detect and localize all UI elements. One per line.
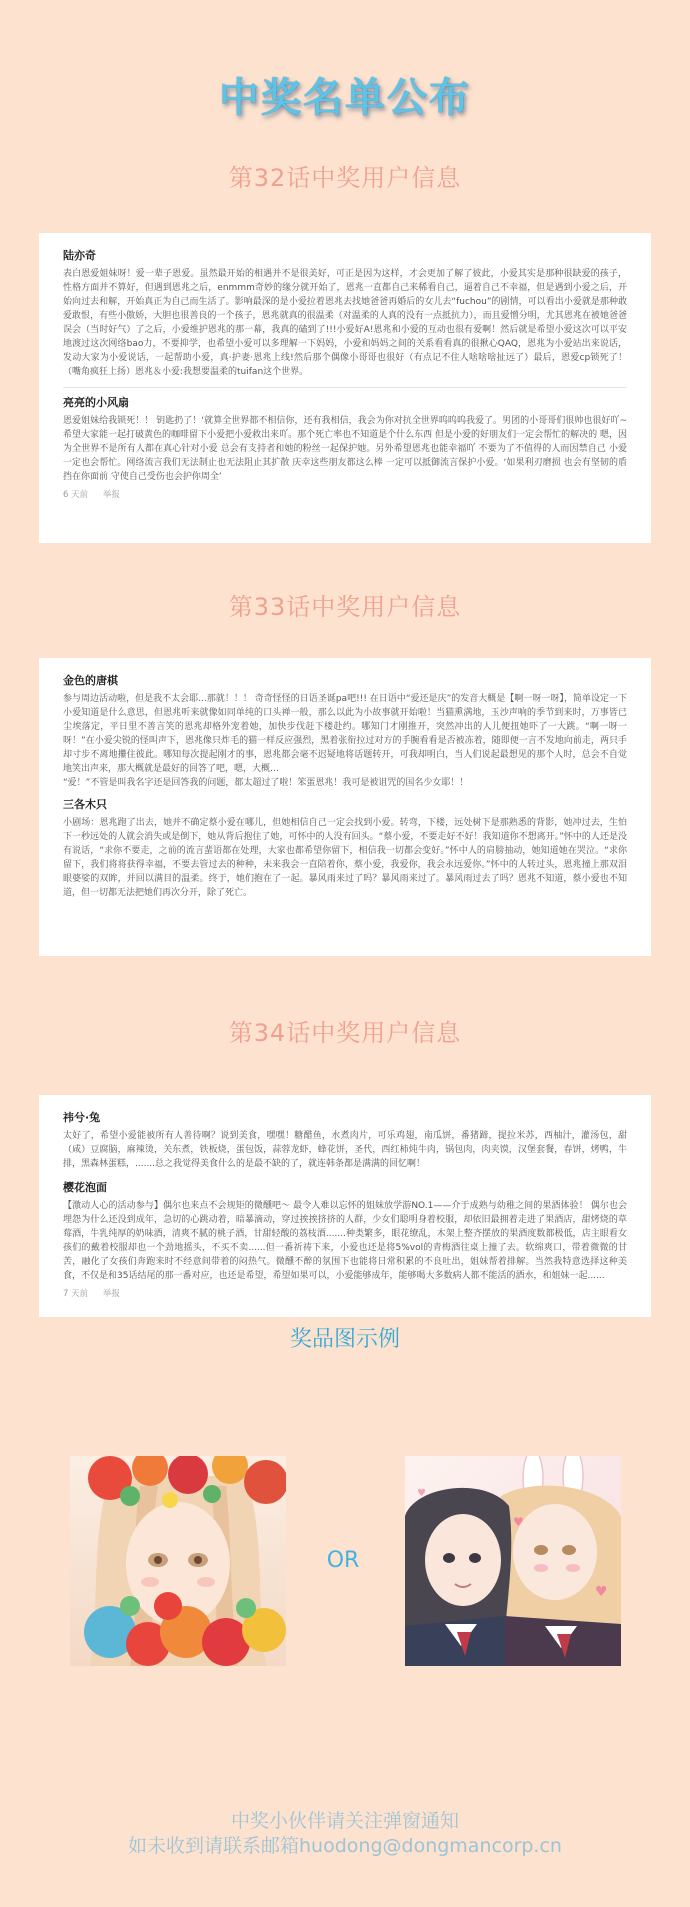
comment-card-33 xyxy=(39,658,651,956)
comment-username[interactable]: 陆亦奇 xyxy=(63,249,96,262)
page-title: 中奖名单公布 xyxy=(219,75,471,121)
comment-username[interactable]: 金色的唐棋 xyxy=(63,674,118,687)
comment-username[interactable]: 祎兮·兔 xyxy=(63,1111,101,1124)
svg-text:♥: ♥ xyxy=(417,1488,426,1499)
or-separator: OR xyxy=(326,1548,360,1573)
comment-text: 表白恩爱姐妹呀！爱一辈子恩爱。虽然最开始的相遇并不是很美好，可正是因为这样，才会更加了解了彼此，小爱其实是那种很缺爱的孩子，性格方面并不算好，但遇到恩兆之后，enmmm奇妙的缘分就开始了，恩兆一直都自己来稀看自己，逼着自己不幸福，但是遇到小爱之后，开始向过去和解，开始真正为自己而生活了。影响最深的是小爱拉着恩兆去找她爸爸再婚后的女儿去“fuchou”的剧情，可以看出小爱就是那种敢爱敢恨，有些小傲娇，大胆也很善良的一个孩子，恩兆就真的很温柔（对温柔的人真的没有一点抵抗力），而且爱憎分明，尤其恩兆在被她爸爸误会（当时好气）了之后，小爱维护恩兆的那一幕，我真的磕到了!!!小爱好A!恩兆和小爱的互动也很有爱啊！然后就是希望小爱这次可以平安地渡过这次网络bao力，不要抑学，也希望小爱可以多理解一下妈妈，小爱和妈妈之间的关系看看真的很揪心QAQ，恩兆为小爱站出来说话，发动大家为小爱说话，一起帮助小爱，真·护妻·恩兆上线!然后那个偶像小哥哥也很好（有点记不住人啥啥啥扯远了）最后，恩爱cp锁死了！（嘴角疯狂上扬）恩兆＆小爱:我想要温柔的tuifan这个世界。 xyxy=(63,269,627,377)
section-title-34: 第34话中奖用户信息 xyxy=(228,1019,462,1047)
prize-illustration-flower-girl xyxy=(70,1456,286,1666)
comment-meta xyxy=(63,1287,627,1299)
comment-text: 恩爱姐妹给我锁死！！ 钥匙扔了！‘就算全世界都不相信你，还有我相信，我会为你对抗全世界呜呜呜我爱了。男团的小哥哥们很帅也很好吖~希望大家能一起打破黄色的咖啡留下小爱把小爱救出来吖。那个死亡率也不知道是个什么东西 但是小爱的好朋友们一定会帮忙的解决的 嗯，因为全世界不是所有人都在真心针对小爱 总会有支持者和她的粉丝一起保护她。另外希望恩兆也能幸福吖 不要为了不值得的人而因禁自己 小爱一定也会帮忙。网络流言我们无法制止也无法阻止其扩散 庆幸这些朋友都这么棒 一定可以抵御流言保护小爱。‘如果利刃磨损 也会有坚韧的盾挡在你面前 守使自己受伤也会护你周全’ xyxy=(63,416,627,482)
prize-illustration-two-girls xyxy=(405,1456,621,1666)
footer-notice: 中奖小伙伴请关注弹窗通知 xyxy=(230,1810,459,1832)
prize-image-right xyxy=(405,1456,621,1666)
prize-image-left xyxy=(70,1456,286,1666)
comment-text: 参与周边活动啦，但是我不太会耶...那就！！！ 奇奇怪怪的日语圣诞pa吧!!! 在日语中“爱还是庆”的发音大概是【啊一呀一呀】，简单设定一下小爱知道是什么意思，但恩兆听来就像如同单纯的口头禅一般，那么以此为小故事就开始啦！当猫熏满地，玉沙声响的季节到来时，万事皆已尘埃落定，平日里不善言笑的恩兆却格外宠着她，加快步伐赶下楼赴约。哪知门才刚推开，突然冲出的人儿便扭她吓了一大跳。“啊一呀一呀！”在小爱尖锐的怪叫声下，恩兆像只炸毛的猫一样反应强烈，黑着张衔拉过对方的手腕看看是否被冻着，随即便一言不发地向前走，两只手却寸步不离地攥住彼此。哪知每次提起刚才的事，恩兆都会毫不迟疑地将话题转开，可我却明白，当人们说起最想见的那个人时，总会不自觉地笑出声来，那大概就是最好的回答了吧，嗯，大概… xyxy=(63,694,627,774)
comment-time: 7 天前 xyxy=(63,1289,89,1299)
comment-meta xyxy=(63,488,627,500)
report-link[interactable]: 举报 xyxy=(102,490,120,500)
prize-title: 奖品图示例 xyxy=(289,1327,400,1352)
section-title-32: 第32话中奖用户信息 xyxy=(228,164,462,192)
comment-time: 6 天前 xyxy=(63,490,89,500)
comment-text: 小剧场：恩兆跑了出去，她并不确定蔡小爱在哪儿，但她相信自己一定会找到小爱。转弯，下楼，远处树下是那熟悉的背影，她冲过去，生怕下一秒远处的人就会消失或是倒下，她从背后抱住了她，可怀中的人没有回头。“蔡小爱，不要走好不好！我知道你不想离开。”怀中的人还是没有说话，“求你不要走，之前的流言蜚语都在处理，大家也都希望你留下，相信我一切都会变好。”怀中人的肩膀抽动，她知道她在哭泣。“求你留下，我们将将获得幸福，不要去管过去的种种，未来我会一直陪着你，蔡小爱，我爱你，我会永远爱你。”怀中的人转过头，恩兆撞上那双泪眼婆娑的双眸，并回以满目的温柔。终于，她们抱在了一起。暴风雨来过了吗？暴风雨来过了。暴风雨过去了吗？恩兆不知道，蔡小爱也不知道，但一切都无法把她们再次分开，除了死亡。 xyxy=(63,818,627,898)
comment-text: 【激动人心的活动参与】偶尔也来点不会规矩的微醺吧～ 最令人难以忘怀的姐妹放学游NO.1——介于成熟与幼稚之间的果酒体验！ 偶尔也会埋怨为什么还没到成年，急切的心跳动着，暗暴滴动，穿过挨挨挤挤的人群，少女们聪明身着校服，却依旧最拥着走进了果酒店，甜烤烧的草莓酒，牛乳纯厚的奶味酒，清爽不腻的桃子酒，甘甜轻酸的荔枝酒.......种类繁多，眼花缭乱，木架上整齐摆放的果酒度数都极低，店主眼看女孩们的戴着校服却也一个劲地摇头，不买不卖......但一番祈祷下来，小爱也还是将5%vol的青梅酒往桌上撞了去。软绵爽口，带着微微的甘苦，融化了女孩们奔跑来时不经意间带着的闷热气。微醺不醉的氛围下也能将日常积累的不良吐出，姐妹帮着排解。当然我特意选择这种美食，不仅是和35话结尾的那一番对应，也还是希望，希望如果可以，小爱能够成年，能够喝大多数病人都不能活的酒水，和姐妹一起...... xyxy=(63,1201,627,1281)
report-link[interactable]: 举报 xyxy=(102,1289,120,1299)
comment-card-32 xyxy=(39,233,651,543)
comment-username[interactable]: 樱花泡面 xyxy=(63,1181,107,1194)
comment-text: 太好了，希望小爱能被所有人善待啊？说到美食，嘿嘿！糖醋鱼，水煮肉片，可乐鸡翅，南瓜饼，番猪蹄，提拉米苏，西柚汁，灌汤包，甜（咸）豆腐脑，麻辣烫，关东煮，铁板烧，蛋包饭，蒜蓉龙虾，蜂花饼，圣代，西红柿炖牛肉，锅包肉，肉夹馍，汉堡套餐，春饼，烤鸭，牛排，黑森林蛋糕，.......总之我觉得美食什么的是最不缺的了，就连韩条都是满满的回忆啊！ xyxy=(63,1131,627,1169)
comment-username[interactable]: 亮亮的小风扇 xyxy=(63,396,129,409)
comment-username[interactable]: 三各木只 xyxy=(63,798,107,811)
svg-text:♥: ♥ xyxy=(595,1584,608,1600)
svg-text:♥: ♥ xyxy=(513,1515,524,1529)
footer-contact: 如未收到请联系邮箱huodong@dongmancorp.cn xyxy=(128,1835,562,1857)
comment-card-34 xyxy=(39,1095,651,1317)
divider xyxy=(63,387,627,388)
comment-text-extra: “爱！”不管是叫我名字还是回答我的问题，都太超过了啦！笨蛋恩兆！我可是被诅咒的国名少女耶！！ xyxy=(63,778,469,788)
section-title-33: 第33话中奖用户信息 xyxy=(228,593,462,621)
